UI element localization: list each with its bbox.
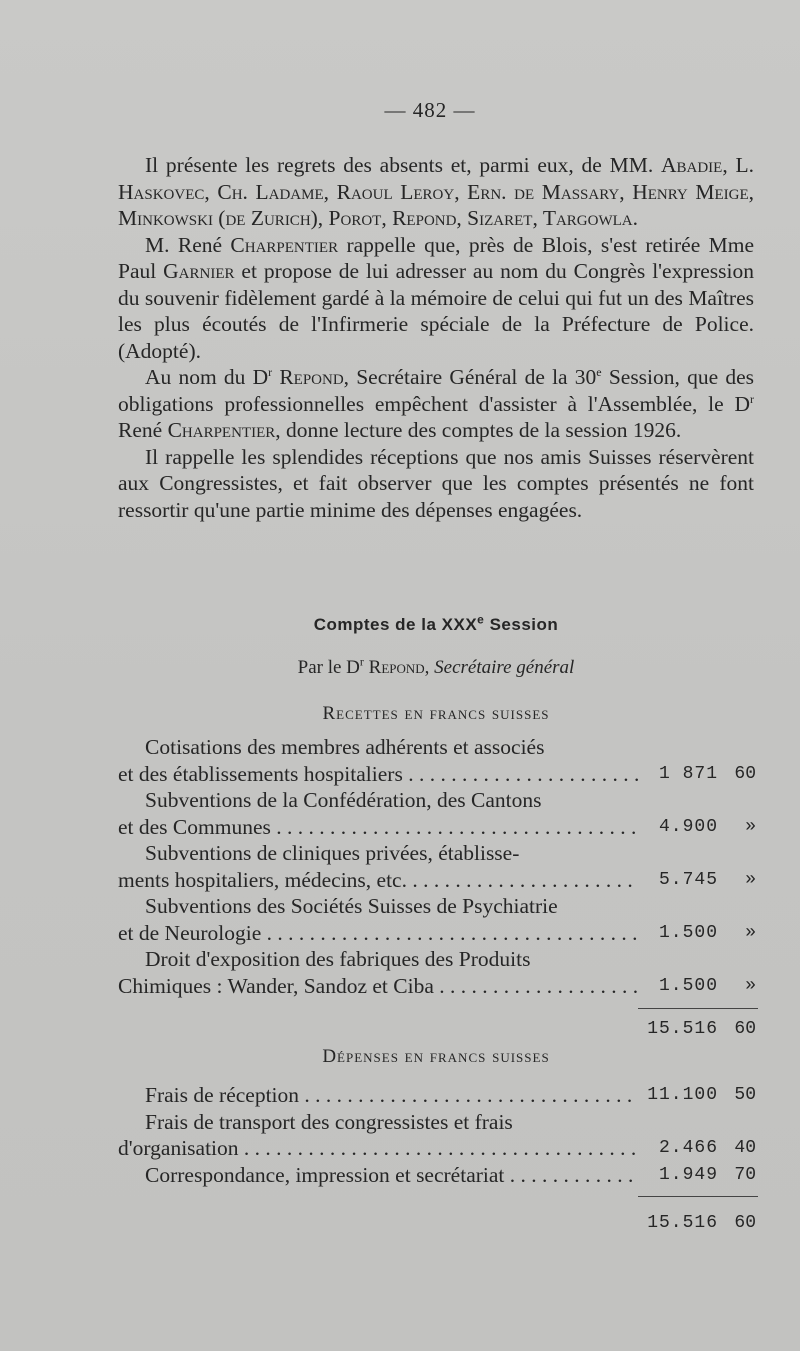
entry-label: Chimiques : Wander, Sandoz et Ciba . . . xyxy=(118,973,638,1000)
recettes-row-4-line2 xyxy=(118,920,754,947)
total-cents: 60 xyxy=(734,1213,756,1233)
depenses-row-3 xyxy=(118,1162,754,1189)
total-francs: 15.516 xyxy=(647,1213,718,1233)
recettes-row-2-line1 xyxy=(118,787,754,814)
amount-francs: 1.949 xyxy=(658,1164,718,1185)
entry-label: Correspondance, impression et secrétariat . . . xyxy=(145,1162,638,1189)
person-name: Charpentier xyxy=(167,418,276,442)
paragraph-text: et propose de lui adresser au nom du Congrès l'expression du souvenir fidèlement gardé à la mémoire de celui qui fut un des Maîtres les plus écoutés de l'Infirmerie spéciale de la Préfecture de Police. (Adopté). xyxy=(118,259,755,363)
entry-label: Frais de réception . . . xyxy=(145,1082,638,1109)
recettes-row-3-line1 xyxy=(118,840,754,867)
amount-cents: » xyxy=(745,922,756,943)
recettes-row-4-line1 xyxy=(118,893,754,920)
body-text xyxy=(118,152,754,523)
paragraph-text: rappelle que, près de Blois, s'est retirée Mme Paul xyxy=(118,232,754,283)
entry-label: Droit d'exposition des fabriques des Produits xyxy=(145,947,531,971)
amount-cents: » xyxy=(745,869,756,890)
accounts-section xyxy=(118,612,754,728)
entry-label: Subventions de la Confédération, des Cantons xyxy=(145,788,542,812)
depenses-table xyxy=(118,1082,754,1188)
depenses-row-1 xyxy=(118,1082,754,1109)
paragraph-text: René xyxy=(118,418,168,442)
byline-text: , xyxy=(424,656,435,678)
entry-label: et des établissements hospitaliers . . . xyxy=(118,761,638,788)
amount-francs: 2.466 xyxy=(658,1138,718,1158)
depenses-row-2-line1 xyxy=(118,1109,754,1136)
amount-cents: 70 xyxy=(734,1164,756,1185)
entry-label: Cotisations des membres adhérents et associés xyxy=(145,735,545,759)
total-cents: 60 xyxy=(734,1019,756,1039)
entry-label: Subventions de cliniques privées, établisse- xyxy=(145,841,520,865)
recettes-row-2-line2 xyxy=(118,814,754,841)
person-name: Charpentier xyxy=(230,232,339,257)
person-name: Garnier xyxy=(163,259,235,283)
entry-label: et de Neurologie . . . xyxy=(118,920,638,947)
paragraph-comptes xyxy=(118,364,754,444)
recettes-row-5-line1 xyxy=(118,946,754,973)
amount-francs: 5.745 xyxy=(658,869,718,890)
recettes-heading: Recettes en francs suisses xyxy=(322,703,550,724)
paragraph-text: , Secrétaire Général de la 30 xyxy=(343,365,597,389)
amount-cents: 40 xyxy=(734,1138,756,1158)
amount-cents: 50 xyxy=(734,1085,756,1105)
depenses-row-2-line2 xyxy=(118,1135,754,1162)
amount-cents: » xyxy=(745,975,756,996)
depenses-total-row xyxy=(118,1210,754,1237)
person-name: Repond xyxy=(368,656,425,678)
amount-francs: 1.500 xyxy=(658,922,718,943)
recettes-table xyxy=(118,734,754,999)
total-rule xyxy=(638,1008,758,1009)
superscript: e xyxy=(477,612,485,627)
names-list: Abadie, L. Haskovec, Ch. Ladame, Raoul Leroy, Ern. de Massary, Henry Meige, Minkowski (de Zurich), Porot, Repond, Sizaret, Targowla. xyxy=(118,153,754,230)
depenses-heading-block xyxy=(118,1044,754,1071)
title-text: Session xyxy=(484,615,559,634)
recettes-row-3-line2 xyxy=(118,867,754,894)
byline-role: Secrétaire général xyxy=(434,656,575,678)
recettes-row-5-line2 xyxy=(118,973,754,1000)
entry-label: d'organisation . . . xyxy=(118,1135,638,1162)
accounts-title xyxy=(118,612,754,639)
page-number: — 482 — xyxy=(384,98,476,122)
amount-cents: » xyxy=(745,816,756,837)
entry-label: Subventions des Sociétés Suisses de Psychiatrie xyxy=(145,894,558,918)
total-francs: 15.516 xyxy=(647,1019,718,1039)
paragraph-garnier xyxy=(118,232,754,365)
recettes-row-1-line1 xyxy=(118,734,754,761)
superscript: e xyxy=(596,364,602,379)
entry-label: et des Communes . . . xyxy=(118,814,638,841)
recettes-total-row xyxy=(118,1016,754,1043)
paragraph-text: Il présente les regrets des absents et, parmi eux, de MM. xyxy=(145,153,661,177)
paragraph-absents xyxy=(118,152,754,232)
paragraph-text: M. René xyxy=(145,232,231,257)
accounts-byline xyxy=(118,655,754,682)
recettes-total xyxy=(118,1016,754,1043)
byline-text: Par le D xyxy=(297,656,360,678)
person-name: Repond xyxy=(279,365,344,389)
recettes-row-1-line2 xyxy=(118,761,754,788)
depenses-heading: Dépenses en francs suisses xyxy=(322,1046,550,1067)
paragraph-text: Session, que des obligations professionnelles empêchent d'assister à l'Assemblée, le D xyxy=(118,365,754,416)
total-rule xyxy=(638,1196,758,1197)
amount-francs: 11.100 xyxy=(647,1085,718,1105)
amount-francs: 4.900 xyxy=(658,816,718,837)
entry-label: Frais de transport des congressistes et frais xyxy=(145,1109,513,1134)
entry-label: ments hospitaliers, médecins, etc. . . . xyxy=(118,867,638,894)
title-text: Comptes de la XXX xyxy=(313,615,478,634)
paragraph-receptions: Il rappelle les splendides réceptions que nos amis Suisses réservèrent aux Congressistes, et fait observer que les comptes présentés ne font ressortir qu'une partie minime des dépenses engagées. xyxy=(118,444,754,522)
amount-cents: 60 xyxy=(734,763,756,784)
amount-francs: 1 871 xyxy=(658,763,718,784)
superscript: r xyxy=(359,654,364,669)
amount-francs: 1.500 xyxy=(658,975,718,996)
paragraph-text: Au nom du D xyxy=(145,365,269,389)
paragraph-text: , donne lecture des comptes de la session 1926. xyxy=(275,418,682,442)
superscript: r xyxy=(268,364,273,379)
depenses-total xyxy=(118,1210,754,1237)
superscript: r xyxy=(750,391,754,406)
